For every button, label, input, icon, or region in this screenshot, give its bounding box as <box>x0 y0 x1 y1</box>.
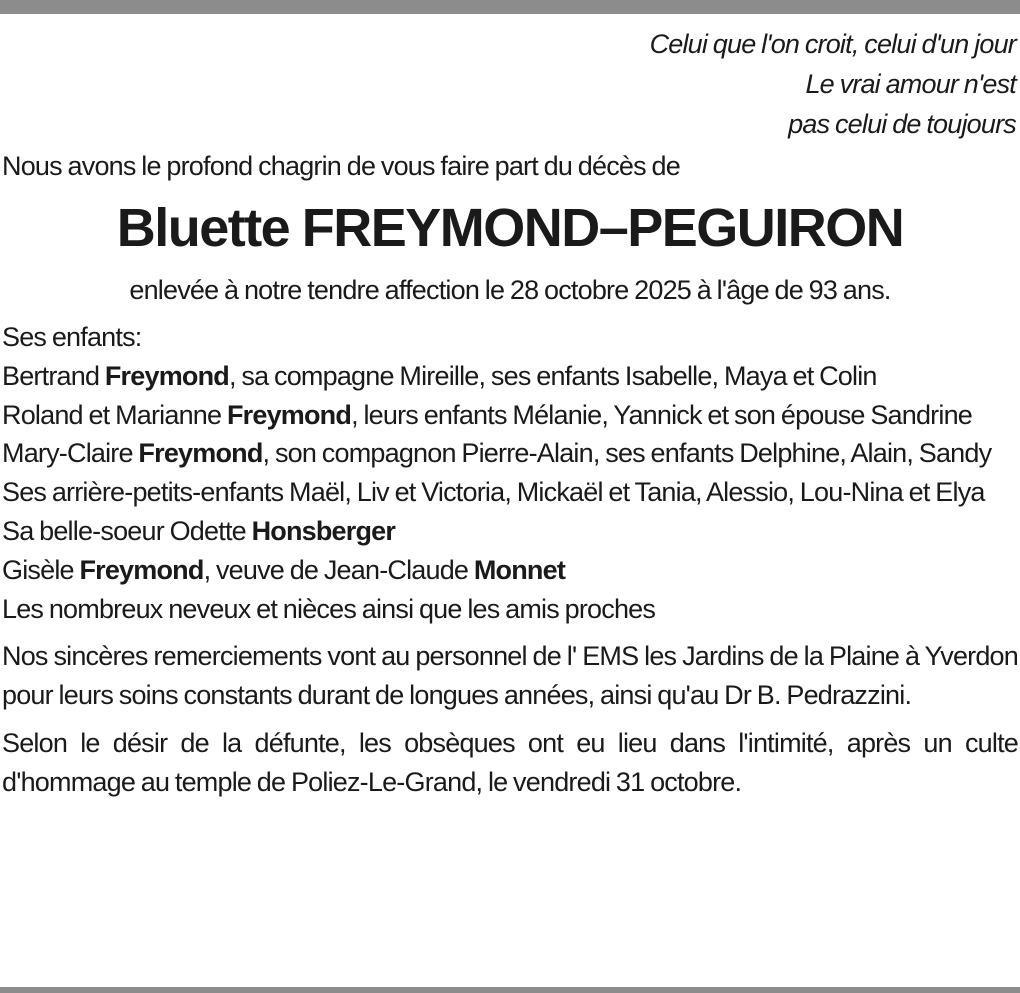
text-segment: Bertrand <box>2 360 105 391</box>
ceremony-paragraph: Selon le désir de la défunte, les obsèques ont eu lieu dans l'intimité, après un culte d'hommage au temple de Poliez-Le-Grand, le vendredi 31 octobre. <box>2 728 1018 798</box>
top-border <box>0 0 1020 14</box>
text-segment: , leurs enfants Mélanie, Yannick et son épouse Sandrine <box>351 399 973 430</box>
family-member <box>2 551 1018 590</box>
text-segment: , son compagnon Pierre-Alain, ses enfants Delphine, Alain, Sandy <box>262 438 992 469</box>
surname: Freymond <box>104 360 229 391</box>
deceased-name: Bluette FREYMOND–PEGUIRON <box>116 198 904 258</box>
surname: Freymond <box>138 438 263 469</box>
surname: Freymond <box>226 399 352 430</box>
family-member <box>2 396 1018 435</box>
surname: Freymond <box>79 554 204 585</box>
surname: Monnet <box>473 554 566 585</box>
text-segment: Mary-Claire <box>2 438 139 469</box>
family-member <box>2 512 1018 551</box>
text-segment: Sa belle-soeur Odette <box>2 515 252 546</box>
family-list <box>2 318 1018 628</box>
family-member <box>2 434 1018 473</box>
passing-info: enlevée à notre tendre affection le 28 octobre 2025 à l'âge de 93 ans. <box>129 275 891 305</box>
family-member: Les nombreux neveux et nièces ainsi que les amis proches <box>2 593 656 624</box>
text-segment: Roland et Marianne <box>2 399 227 430</box>
surname: Honsberger <box>251 515 396 546</box>
bottom-border <box>0 987 1020 993</box>
poem-line: Celui que l'on croit, celui d'un jour <box>649 29 1016 59</box>
poem <box>2 24 1016 144</box>
text-segment: , sa compagne Mireille, ses enfants Isabelle, Maya et Colin <box>228 360 877 391</box>
poem-line: pas celui de toujours <box>788 109 1016 139</box>
poem-line: Le vrai amour n'est <box>805 69 1016 99</box>
text-segment: , veuve de Jean-Claude <box>203 554 474 585</box>
family-member: Ses arrière-petits-enfants Maël, Liv et Victoria, Mickaël et Tania, Alessio, Lou-Nina et Elya <box>2 477 985 508</box>
family-heading: Ses enfants: <box>2 322 142 352</box>
thanks-paragraph: Nos sincères remerciements vont au personnel de l' EMS les Jardins de la Plaine à Yverdon pour leurs soins constants durant de longues années, ainsi qu'au Dr B. Pedrazzini. <box>2 641 1018 711</box>
text-segment: Gisèle <box>2 554 80 585</box>
intro-text: Nous avons le profond chagrin de vous faire part du décès de <box>2 151 680 181</box>
obituary-notice <box>2 24 1018 802</box>
family-member <box>2 357 1018 396</box>
